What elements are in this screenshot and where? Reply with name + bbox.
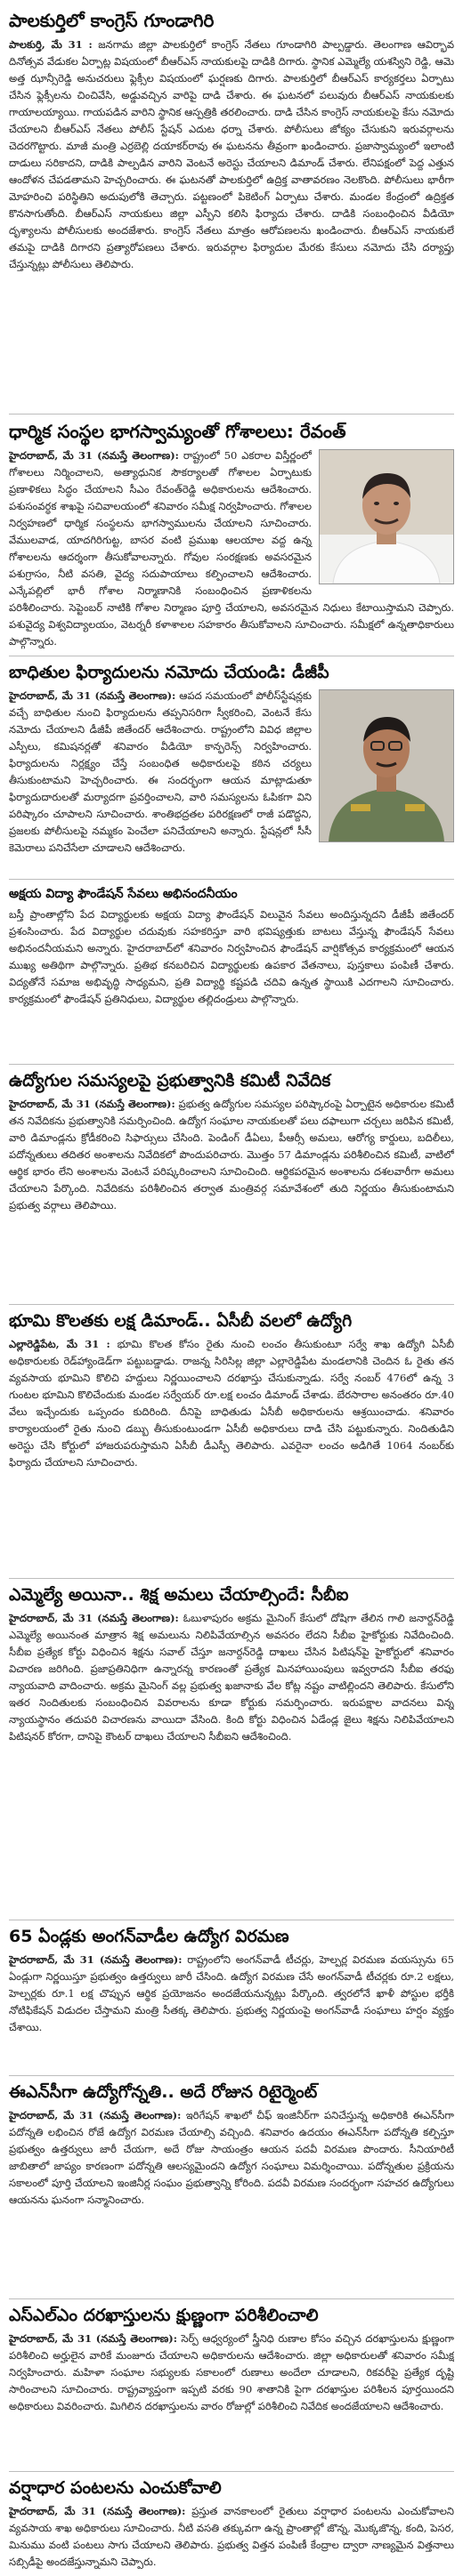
article-headline: వర్షాధార పంటలను ఎంచుకోవాలి [9, 2478, 222, 2498]
article-body-wrap [9, 906, 454, 1059]
article-body [9, 1096, 454, 1214]
article-body-wrap [9, 2107, 454, 2293]
article-headline: అక్షయ విద్యా ఫౌండేషన్ సేవలు అభినందనీయం [9, 887, 238, 901]
article-headline: 65 ఏండ్లకు అంగన్‌వాడీల ఉద్యోగ విరమణ [9, 1927, 289, 1946]
article-dateline: ఎల్లారెడ్డిపేట, మే 31 : [9, 1338, 110, 1350]
article-body [9, 36, 454, 273]
article-headline: ఎస్‌ఎల్‌ఎం దరఖాస్తులను క్షుణ్ణంగా పరిశీలించాలి [9, 2306, 319, 2325]
article-dateline: హైదరాబాద్, మే 31 (నమస్తే తెలంగాణ): [9, 1098, 175, 1110]
article-body-wrap [9, 1096, 454, 1299]
article-palakurthi [9, 4, 454, 414]
article-text: భూమి కొలత కోసం రైతు నుంచి లంచం తీసుకుంటూ సర్వే శాఖ ఉద్యోగి ఏసీబీ అధికారులకు రెడ్‌హ్యాండెడ్‌గా పట్టుబడ్డాడు. రాజన్న సిరిసిల్ల జిల్లా ఎల్లారెడ్డిపేట మండలానికి చెందిన ఓ రైతు తన వ్యవసాయ భూమిని కొలిచి హద్దులు నిర్ణయించాలని దరఖాస్తు చేసుకున్నాడు. సర్వే నంబర్ 476లో ఉన్న 3 గుంటల భూమిని కొలిచేందుకు మండల సర్వేయర్ రూ.లక్ష లంచం డిమాండ్ చేశాడు. బేరసారాల అనంతరం రూ.40 వేలు ఇచ్చేందుకు ఒప్పందం కుదిరింది. దీనిపై బాధితుడు ఏసీబీ అధికారులను ఆశ్రయించాడు. శనివారం కార్యాలయంలో రైతు నుంచి డబ్బు తీసుకుంటుండగా ఏసీబీ అధికారులు దాడి చేసి పట్టుకున్నారు. నిందితుడిని అరెస్టు చేసి కోర్టులో హాజరుపరుస్తామని ఏసీబీ డీఎస్పీ తెలిపారు. ఎవరైనా లంచం అడిగితే 1064 నంబర్‌కు ఫిర్యాదు చేయాలని సూచించారు. [9, 1338, 454, 1469]
article-body [9, 1610, 454, 1745]
article-body [9, 2330, 454, 2415]
article-slm [9, 2298, 454, 2471]
article-employees [9, 1064, 454, 1304]
article-body-wrap [9, 1610, 454, 1914]
article-body-wrap [9, 2330, 454, 2466]
article-text: ఆపద సమయంలో పోలీస్‌స్టేషన్లకు వచ్చే బాధితుల నుంచి ఫిర్యాదులను తప్పనిసరిగా స్వీకరించి, వెంటనే కేసు నమోదు చేయాలని డీజీపీ జితేందర్ ఆదేశించారు. రాష్ట్రంలోని వివిధ జిల్లాల ఎస్పీలు, కమిషనర్లతో శనివారం వీడియో కాన్ఫరెన్స్ నిర్వహించారు. ఫిర్యాదులను నిర్లక్ష్యం చేస్తే సంబంధిత అధికారులపై కఠిన చర్యలు తీసుకుంటామని హెచ్చరించారు. ఈ సందర్భంగా ఆయన మాట్లాడుతూ ఫిర్యాదుదారులతో మర్యాదగా ప్రవర్తించాలని, వారి సమస్యలను ఓపికగా విని పరిష్కారం చూపాలని సూచించారు. శాంతిభద్రతల పరిరక్షణలో రాజీ పడొద్దని, ప్రజలకు పోలీసులపై నమ్మకం పెంచేలా పనిచేయాలని అన్నారు. స్టేషన్లలో సీసీ కెమెరాలు పనిచేసేలా చూడాలని ఆదేశించారు. [9, 689, 313, 854]
article-anganwadi [9, 1920, 454, 2075]
article-body-wrap [9, 688, 454, 873]
article-headline: పాలకుర్తిలో కాంగ్రెస్ గూండాగిరి [9, 10, 215, 31]
article-body [9, 1336, 454, 1471]
article-dateline: హైదరాబాద్, మే 31 (నమస్తే తెలంగాణ): [9, 689, 176, 702]
article-cbi [9, 1578, 454, 1920]
article-dateline: హైదరాబాద్, మే 31 (నమస్తే తెలంగాణ): [9, 2109, 182, 2121]
article-body [9, 2503, 454, 2571]
article-body [9, 906, 454, 1008]
article-text: బస్తీ ప్రాంతాల్లోని పేద విద్యార్థులకు అక్షయ విద్యా ఫౌండేషన్ విలువైన సేవలు అందిస్తున్నదని డీజీపీ జితేందర్ ప్రశంసించారు. పేద విద్యార్థుల చదువుకు సహకరిస్తూ వారి భవిష్యత్తుకు బాటలు వేస్తున్న ఫౌండేషన్ సేవలు అభినందనీయమని అన్నారు. హైదరాబాద్‌లో శనివారం నిర్వహించిన ఫౌండేషన్ వార్షికోత్సవ కార్యక్రమంలో ఆయన ముఖ్య అతిథిగా పాల్గొన్నారు. ప్రతిభ కనబరిచిన విద్యార్థులకు ఉపకార వేతనాలు, పుస్తకాలు పంపిణీ చేశారు. విద్యతోనే సమాజ అభివృద్ధి సాధ్యమని, ప్రతి విద్యార్థి కష్టపడి చదివి ఉన్నత స్థాయికి ఎదగాలని సూచించారు. కార్యక్రమంలో ఫౌండేషన్ ప్రతినిధులు, విద్యార్థుల తల్లిదండ్రులు పాల్గొన్నారు. [9, 908, 454, 1005]
article-dateline: హైదరాబాద్, మే 31 (నమస్తే తెలంగాణ): [9, 2332, 177, 2345]
article-goshala [9, 414, 454, 656]
article-text: ప్రస్తుత వానకాలంలో రైతులు వర్షాధార పంటలను ఎంచుకోవాలని వ్యవసాయ శాఖ అధికారులు సూచించారు. నీటి వసతి తక్కువగా ఉన్న ప్రాంతాల్లో జొన్న, మొక్కజొన్న, కంది, పెసర, మినుము వంటి పంటలు సాగు చేయాలని తెలిపారు. ప్రభుత్వ విత్తన పంపిణీ కేంద్రాల ద్వారా నాణ్యమైన విత్తనాలు సబ్సిడీపై అందజేస్తున్నామని చెప్పారు. [9, 2505, 454, 2568]
article-body [9, 2107, 454, 2209]
article-headline: ఉద్యోగుల సమస్యలపై ప్రభుత్వానికి కమిటీ నివేదిక [9, 1071, 331, 1091]
article-dateline: హైదరాబాద్, మే 31 (నమస్తే తెలంగాణ): [9, 1953, 183, 1966]
article-text: ఓబుళాపురం అక్రమ మైనింగ్ కేసులో దోషిగా తేలిన గాలి జనార్దన్‌రెడ్డి ఎమ్మెల్యే అయినంత మాత్రాన శిక్ష అమలును నిలిపివేయాల్సిన అవసరం లేదని సీబీఐ హైకోర్టుకు నివేదించింది. సీబీఐ ప్రత్యేక కోర్టు విధించిన శిక్షను సవాల్ చేస్తూ జనార్దన్‌రెడ్డి దాఖలు చేసిన పిటిషన్‌పై హైకోర్టులో శనివారం విచారణ జరిగింది. ప్రజాప్రతినిధిగా ఉన్నారన్న కారణంతో ప్రత్యేక మినహాయింపులు ఇవ్వరాదని సీబీఐ తరఫు న్యాయవాది వాదించారు. అక్రమ మైనింగ్ వల్ల ప్రభుత్వ ఖజానాకు వేల కోట్ల నష్టం వాటిల్లిందని తెలిపారు. కేసులోని ఇతర నిందితులకు సంబంధించిన వివరాలను కూడా కోర్టుకు సమర్పించారు. ఇరుపక్షాల వాదనలు విన్న న్యాయస్థానం తదుపరి విచారణను వాయిదా వేసింది. కింది కోర్టు విధించిన ఏడేండ్ల జైలు శిక్షను నిలిపివేయాలని పిటిషనర్ కోరగా, దానిపై కౌంటర్ దాఖలు చేయాలని సీబీఐని ఆదేశించింది. [9, 1612, 454, 1743]
article-text: జనగామ జిల్లా పాలకుర్తిలో కాంగ్రెస్ నేతలు గూండాగిరి పాల్పడ్డారు. తెలంగాణ ఆవిర్భావ దినోత్సవ వేడుకల ఏర్పాట్ల విషయంలో బీఆర్‌ఎస్ నాయకులపై దాడికి దిగారు. స్థానిక ఎమ్మెల్యే యశస్విని రెడ్డి, ఆమె అత్త ఝాన్సీరెడ్డి అనుచరులు ఫ్లెక్సీల విషయంలో ఘర్షణకు దిగారు. పాలకుర్తిలో బీఆర్‌ఎస్ కార్యకర్తలు ఏర్పాటు చేసిన ఫ్లెక్సీలను చించివేసి, అడ్డువచ్చిన వారిపై దాడి చేశారు. ఈ ఘటనలో పలువురు బీఆర్‌ఎస్ నాయకులకు గాయాలయ్యాయి. గాయపడిన వారిని స్థానిక ఆస్పత్రికి తరలించారు. దాడి చేసిన కాంగ్రెస్ నాయకులపై కేసు నమోదు చేయాలని బీఆర్‌ఎస్ నేతలు పోలీస్ స్టేషన్ ఎదుట ధర్నా చేశారు. పోలీసులు జోక్యం చేసుకుని ఇరువర్గాలను చెదరగొట్టారు. మాజీ మంత్రి ఎర్రబెల్లి దయాకర్‌రావు ఈ ఘటనను తీవ్రంగా ఖండించారు. ప్రజాస్వామ్యంలో ఇలాంటి దాడులు సరికాదని, దాడికి పాల్పడిన వారిని వెంటనే అరెస్టు చేయాలని డిమాండ్ చేశారు. లేనిపక్షంలో పెద్ద ఎత్తున ఆందోళన చేపడతామని హెచ్చరించారు. ఈ ఘటనతో పాలకుర్తిలో ఉద్రిక్త వాతావరణం నెలకొంది. పోలీసులు భారీగా మోహరించి పరిస్థితిని అదుపులోకి తెచ్చారు. పట్టణంలో పికెటింగ్ ఏర్పాటు చేశారు. మండల కేంద్రంలో ఉద్రిక్తత కొనసాగుతోంది. బీఆర్‌ఎస్ నాయకులు జిల్లా ఎస్పీని కలిసి ఫిర్యాదు చేశారు. దాడికి సంబంధించిన వీడియో దృశ్యాలను పోలీసులకు అందజేశారు. కాంగ్రెస్ నేతలు మాత్రం ఆరోపణలను ఖండించారు. బీఆర్‌ఎస్ నాయకులే తమపై దాడికి దిగారని ప్రత్యారోపణలు చేశారు. ఇరువర్గాల ఫిర్యాదుల మేరకు కేసులు నమోదు చేసి దర్యాప్తు చేస్తున్నట్లు పోలీసులు తెలిపారు. [9, 38, 454, 270]
article-dateline: హైదరాబాద్, మే 31 (నమస్తే తెలంగాణ): [9, 449, 179, 462]
article-text: రాష్ట్రంలోని అంగన్‌వాడీ టీచర్లు, హెల్పర్ల విరమణ వయస్సును 65 ఏండ్లుగా నిర్ణయిస్తూ ప్రభుత్వం ఉత్తర్వులు జారీ చేసింది. ఉద్యోగ విరమణ చేసే అంగన్‌వాడీ టీచర్లకు రూ.2 లక్షలు, హెల్పర్లకు రూ.1 లక్ష చొప్పున ఆర్థిక ప్రయోజనం అందజేయనున్నట్లు పేర్కొంది. త్వరలోనే ఖాళీ పోస్టుల భర్తీకి నోటిఫికేషన్ విడుదల చేస్తామని మంత్రి సీతక్క తెలిపారు. ప్రభుత్వ నిర్ణయంపై అంగన్‌వాడీ సంఘాలు హర్షం వ్యక్తం చేశాయి. [9, 1953, 454, 2033]
article-headline: ఈఎన్‌సీగా ఉద్యోగోన్నతి.. అదే రోజున రిటైర్మెంట్ [9, 2082, 318, 2102]
article-headline: బాధితుల ఫిర్యాదులను నమోదు చేయండి: డీజీపీ [9, 663, 329, 682]
article-body-wrap [9, 2503, 454, 2571]
revanth-photo [319, 449, 454, 584]
article-dateline: పాలకుర్తి, మే 31 : [9, 38, 93, 51]
article-acb [9, 1304, 454, 1578]
dgp-photo [319, 689, 454, 842]
article-body-wrap [9, 36, 454, 408]
article-headline: ధార్మిక సంస్థల భాగస్వామ్యంతో గోశాలలు: రేవంత్ [9, 421, 346, 442]
article-body [9, 1952, 454, 2036]
article-body-wrap [9, 1336, 454, 1573]
article-body-wrap [9, 1952, 454, 2070]
article-text: ప్రభుత్వ ఉద్యోగుల సమస్యల పరిష్కారంపై ఏర్పాటైన అధికారుల కమిటీ తన నివేదికను ప్రభుత్వానికి సమర్పించింది. ఉద్యోగ సంఘాల నాయకులతో పలు దఫాలుగా చర్చలు జరిపిన కమిటీ, వారి డిమాండ్లను క్రోడీకరించి సిఫార్సులు చేసింది. పెండింగ్ డీఏలు, పీఆర్సీ అమలు, ఆరోగ్య కార్డులు, బదిలీలు, పదోన్నతులు తదితర అంశాలను నివేదికలో పొందుపరిచారు. మొత్తం 57 డిమాండ్లను పరిశీలించిన కమిటీ, వాటిలో ఆర్థిక భారం లేని అంశాలను వెంటనే పరిష్కరించాలని సూచించింది. ఆర్థికపరమైన అంశాలను దశలవారీగా అమలు చేయాలని పేర్కొంది. నివేదికను పరిశీలించిన తర్వాత మంత్రివర్గ సమావేశంలో తుది నిర్ణయం తీసుకుంటామని ప్రభుత్వ వర్గాలు తెలిపాయి. [9, 1098, 454, 1212]
article-headline: భూమి కొలతకు లక్ష డిమాండ్.. ఏసీబీ వలలో ఉద్యోగి [9, 1311, 353, 1331]
article-dateline: హైదరాబాద్, మే 31 (నమస్తే తెలంగాణ): [9, 2505, 186, 2517]
article-enc [9, 2075, 454, 2298]
article-akshaya [9, 879, 454, 1064]
article-body-wrap [9, 447, 454, 650]
article-dgp [9, 656, 454, 879]
article-text: సెర్ప్ ఆధ్వర్యంలో స్త్రీనిధి రుణాల కోసం వచ్చిన దరఖాస్తులను క్షుణ్ణంగా పరిశీలించి అర్హులైన వారికే మంజూరు చేయాలని అధికారులను ఆదేశించారు. జిల్లా అధికారులతో శనివారం సమీక్ష నిర్వహించారు. మహిళా సంఘాల సభ్యులకు సకాలంలో రుణాలు అందేలా చూడాలని, రికవరీపై ప్రత్యేక దృష్టి సారించాలని సూచించారు. రాష్ట్రవ్యాప్తంగా ఇప్పటి వరకు 90 శాతానికి పైగా దరఖాస్తుల పరిశీలన పూర్తయిందని అధికారులు వివరించారు. మిగిలిన దరఖాస్తులను వారం రోజుల్లో పరిశీలించి నివేదిక అందజేయాలని ఆదేశించారు. [9, 2332, 454, 2412]
article-dateline: హైదరాబాద్, మే 31 (నమస్తే తెలంగాణ): [9, 1612, 179, 1624]
article-headline: ఎమ్మెల్యే అయినా.. శిక్ష అమలు చేయాల్సిందే: సీబీఐ [9, 1585, 349, 1605]
article-text: రాష్ట్రంలో 50 ఎకరాల విస్తీర్ణంలో గోశాలలు నిర్మించాలని, అత్యాధునిక సౌకర్యాలతో గోశాలల ఏర్పాటుకు ప్రణాళికలు సిద్ధం చేయాలని సీఎం రేవంత్‌రెడ్డి అధికారులను ఆదేశించారు. పశుసంవర్ధక శాఖపై సచివాలయంలో శనివారం సమీక్ష నిర్వహించారు. గోశాలల నిర్వహణలో ధార్మిక సంస్థలను భాగస్వాములను చేయాలని సూచించారు. వేములవాడ, యాదగిరిగుట్ట, బాసర వంటి ప్రముఖ ఆలయాల వద్ద ఉన్న గోశాలలను ఆదర్శంగా తీసుకోవాలన్నారు. గోవుల సంరక్షణకు అవసరమైన పశుగ్రాసం, నీటి వసతి, వైద్య సదుపాయాలు కల్పించాలని ఆదేశించారు. ఎన్కేపల్లిలో భారీ గోశాల నిర్మాణానికి సంబంధించిన ప్రణాళికలను పరిశీలించారు. సెప్టెంబర్ నాటికి గోశాల నిర్మాణం పూర్తి చేయాలని, అవసరమైన నిధులు కేటాయిస్తామని చెప్పారు. పశువైద్య విశ్వవిద్యాలయం, వెటర్నరీ కళాశాలల సహకారం తీసుకోవాలని సూచించారు. సమీక్షలో ఉన్నతాధికారులు పాల్గొన్నారు. [9, 449, 454, 648]
article-text: ఇరిగేషన్ శాఖలో చీఫ్ ఇంజినీర్‌గా పనిచేస్తున్న అధికారికి ఈఎన్‌సీగా పదోన్నతి లభించిన రోజే ఉద్యోగ విరమణ చేయాల్సి వచ్చింది. శనివారం ఉదయం ఈఎన్‌సీగా పదోన్నతి కల్పిస్తూ ప్రభుత్వం ఉత్తర్వులు జారీ చేయగా, అదే రోజు సాయంత్రం ఆయన పదవీ విరమణ పొందారు. సీనియారిటీ జాబితాలో జాప్యం కారణంగా పదోన్నతి ఆలస్యమైందని ఉద్యోగ సంఘాలు విమర్శించాయి. పదోన్నతుల ప్రక్రియను సకాలంలో పూర్తి చేయాలని ఇంజినీర్ల సంఘం ప్రభుత్వాన్ని కోరింది. పదవీ విరమణ సందర్భంగా సహచర ఉద్యోగులు ఆయనను ఘనంగా సన్మానించారు. [9, 2109, 454, 2206]
article-crops [9, 2471, 454, 2576]
